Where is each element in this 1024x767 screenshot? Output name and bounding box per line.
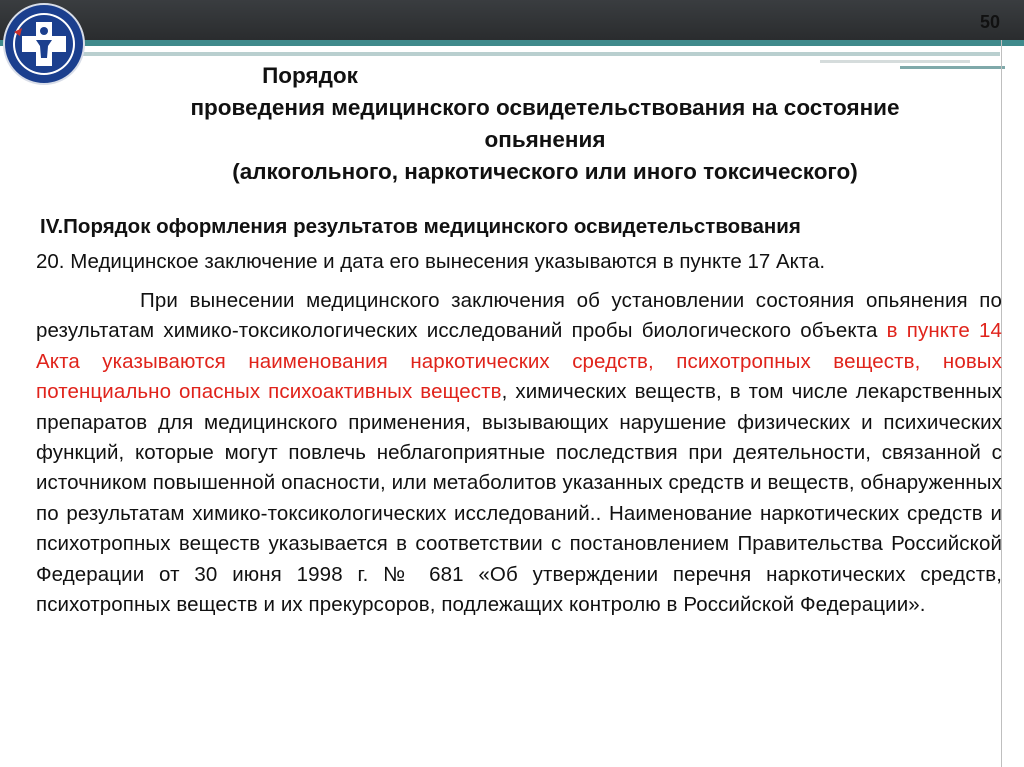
body-text <box>36 244 1002 620</box>
paragraph-text: , химических веществ, в том числе лекарственных препаратов для медицинского применения, вызывающих нарушение физических и психических функций, которые могут повлечь неблагоприятные последствия при деятельности, связанной с источником повышенной опасности, или метаболитов указанных средств и веществ, обнаруженных по результатам химико-токсикологических исследований.. Наименование наркотических средств и психотропных веществ указывается в соответствии с постановлением Правительства Российской Федерации от 30 июня 1998 г. № 681 «Об утверждении перечня наркотических средств, психотропных веществ и их прекурсоров, подлежащих контролю в Российской Федерации». <box>36 380 1003 617</box>
title-line: Порядок <box>262 63 358 88</box>
highlighted-text: в пункте 14 Акта указываются наименования наркотических средств, психотропных веществ, новых потенциально опасных психоактивных веществ <box>36 319 1002 404</box>
paragraph: 20. Медицинское заключение и дата его вынесения указываются в пункте 17 Акта. <box>36 250 826 273</box>
decor-line <box>40 52 1000 56</box>
paragraph <box>36 286 1002 620</box>
section-heading: IV.Порядок оформления результатов медицинского освидетельствования <box>40 215 801 238</box>
paragraph-text: При вынесении медицинского заключения об установлении состояния опьянения по результатам химико-токсикологических исследований пробы биологического объекта <box>36 289 1002 343</box>
title-line: опьянения <box>484 127 606 152</box>
slide-top-bar <box>0 0 1024 40</box>
title-line: (алкогольного, наркотического или иного токсического) <box>232 159 858 184</box>
page-number: 50 <box>979 12 1000 32</box>
medical-cross-emblem-icon <box>2 2 86 86</box>
slide-title <box>80 60 1010 188</box>
title-line: проведения медицинского освидетельствования на состояние <box>190 95 900 120</box>
slide-accent-stripe <box>0 40 1024 46</box>
